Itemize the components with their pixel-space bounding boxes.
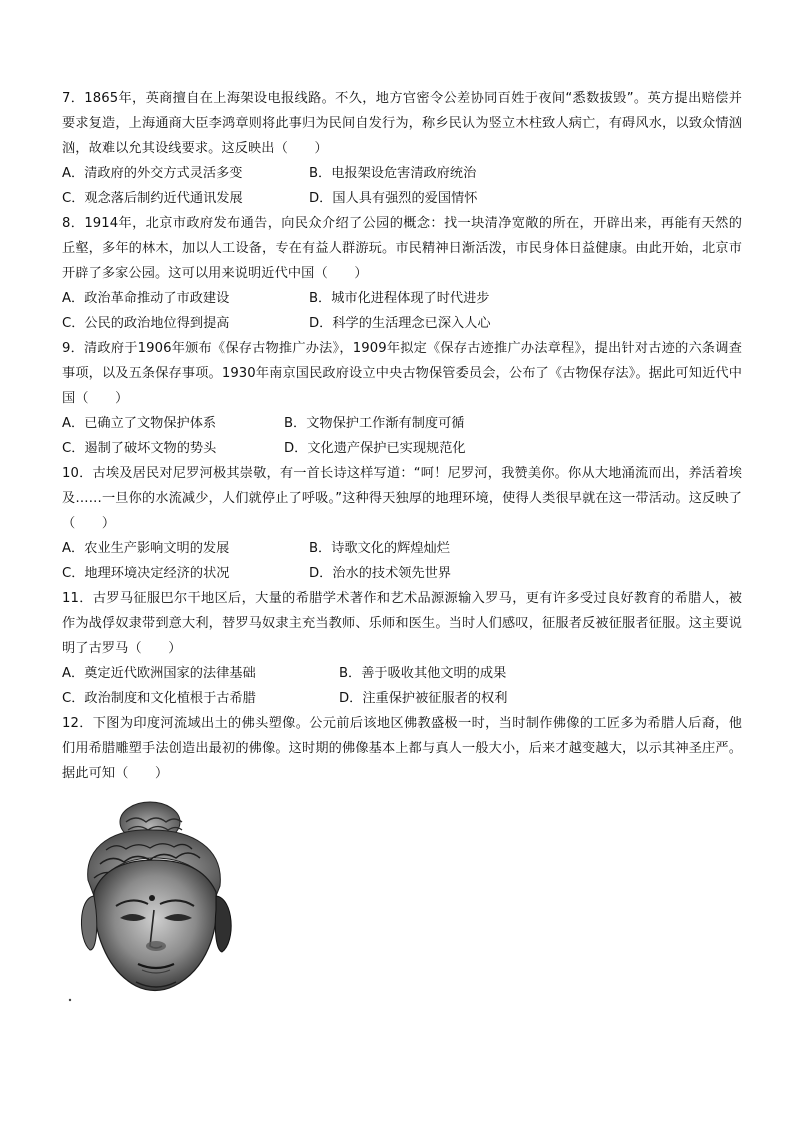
option-d[interactable]: D．科学的生活理念已深入人心 [309,316,491,331]
buddha-head-sculpture-icon [66,800,244,1005]
option-d[interactable]: D．注重保护被征服者的权利 [339,691,508,706]
option-d[interactable]: D．国人具有强烈的爱国情怀 [309,191,478,206]
option-c[interactable]: C．政治制度和文化植根于古希腊 [62,691,256,706]
buddha-head-figure [66,800,244,1005]
option-a[interactable]: A．已确立了文物保护体系 [62,416,217,431]
question-stem: 8．1914年，北京市政府发布通告，向民众介绍了公园的概念：找一块清净宽敞的所在，开辟出来，再能有天然的丘壑，多年的林木，加以人工设备，专在有益人群游玩。市民精神日渐活泼，市民身体日益健康。由此开始，北京市开辟了多家公园。这可以用来说明近代中国（ ） [62,216,742,281]
options-row [62,286,742,311]
question-11 [62,586,742,711]
option-a[interactable]: A．清政府的外交方式灵活多变 [62,166,243,181]
options-row [62,686,742,711]
option-b[interactable]: B．电报架设危害清政府统治 [309,166,477,181]
question-10 [62,461,742,586]
question-stem: 7．1865年，英商擅自在上海架设电报线路。不久，地方官密令公差协同百姓于夜间“悉数拔毁”。英方提出赔偿并要求复造，上海通商大臣李鸿章则将此事归为民间自发行为，称乡民认为竖立木柱致人病亡，有碍风水，以致众情汹汹，故难以允其设线要求。这反映出（ ） [62,91,742,156]
option-c[interactable]: C．遏制了破坏文物的势头 [62,441,217,456]
question-12 [62,711,742,786]
option-b[interactable]: B．诗歌文化的辉煌灿烂 [309,541,450,556]
option-d[interactable]: D．文化遗产保护已实现规范化 [284,441,466,456]
option-c[interactable]: C．公民的政治地位得到提高 [62,316,230,331]
option-c[interactable]: C．地理环境决定经济的状况 [62,566,230,581]
options-row [62,661,742,686]
option-b[interactable]: B．城市化进程体现了时代进步 [309,291,490,306]
option-b[interactable]: B．文物保护工作渐有制度可循 [284,416,465,431]
option-a[interactable]: A．奠定近代欧洲国家的法律基础 [62,666,256,681]
question-stem: 12．下图为印度河流域出土的佛头塑像。公元前后该地区佛教盛极一时，当时制作佛像的工匠多为希腊人后裔，他们用希腊雕塑手法创造出最初的佛像。这时期的佛像基本上都与真人一般大小，后来才越变越大，以示其神圣庄严。据此可知（ ） [62,716,742,781]
options-row [62,186,742,211]
question-stem: 10．古埃及居民对尼罗河极其崇敬，有一首长诗这样写道：“呵！尼罗河，我赞美你。你从大地涌流而出，养活着埃及……一旦你的水流减少，人们就停止了呼吸。”这种得天独厚的地理环境，使得人类很早就在这一带活动。这反映了（ ） [62,466,742,531]
question-7 [62,86,742,211]
options-row [62,411,742,436]
option-d[interactable]: D．治水的技术领先世界 [309,566,452,581]
options-row [62,536,742,561]
options-row [62,436,742,461]
question-stem: 11．古罗马征服巴尔干地区后，大量的希腊学术著作和艺术品源源输入罗马，更有许多受过良好教育的希腊人，被作为战俘奴隶带到意大利，替罗马奴隶主充当教师、乐师和医生。当时人们感叹，征服者反被征服者征服。这主要说明了古罗马（ ） [62,591,742,656]
option-a[interactable]: A．政治革命推动了市政建设 [62,291,230,306]
question-8 [62,211,742,336]
option-c[interactable]: C．观念落后制约近代通讯发展 [62,191,243,206]
exam-page [62,86,742,786]
option-a[interactable]: A．农业生产影响文明的发展 [62,541,230,556]
question-9 [62,336,742,461]
options-row [62,311,742,336]
option-b[interactable]: B．善于吸收其他文明的成果 [339,666,507,681]
options-row [62,561,742,586]
options-row [62,161,742,186]
question-stem: 9．清政府于1906年颁布《保存古物推广办法》，1909年拟定《保存古迹推广办法章程》，提出针对古迹的六条调查事项，以及五条保存事项。1930年南京国民政府设立中央古物保管委员会，公布了《古物保存法》。据此可知近代中国（ ） [62,341,742,406]
